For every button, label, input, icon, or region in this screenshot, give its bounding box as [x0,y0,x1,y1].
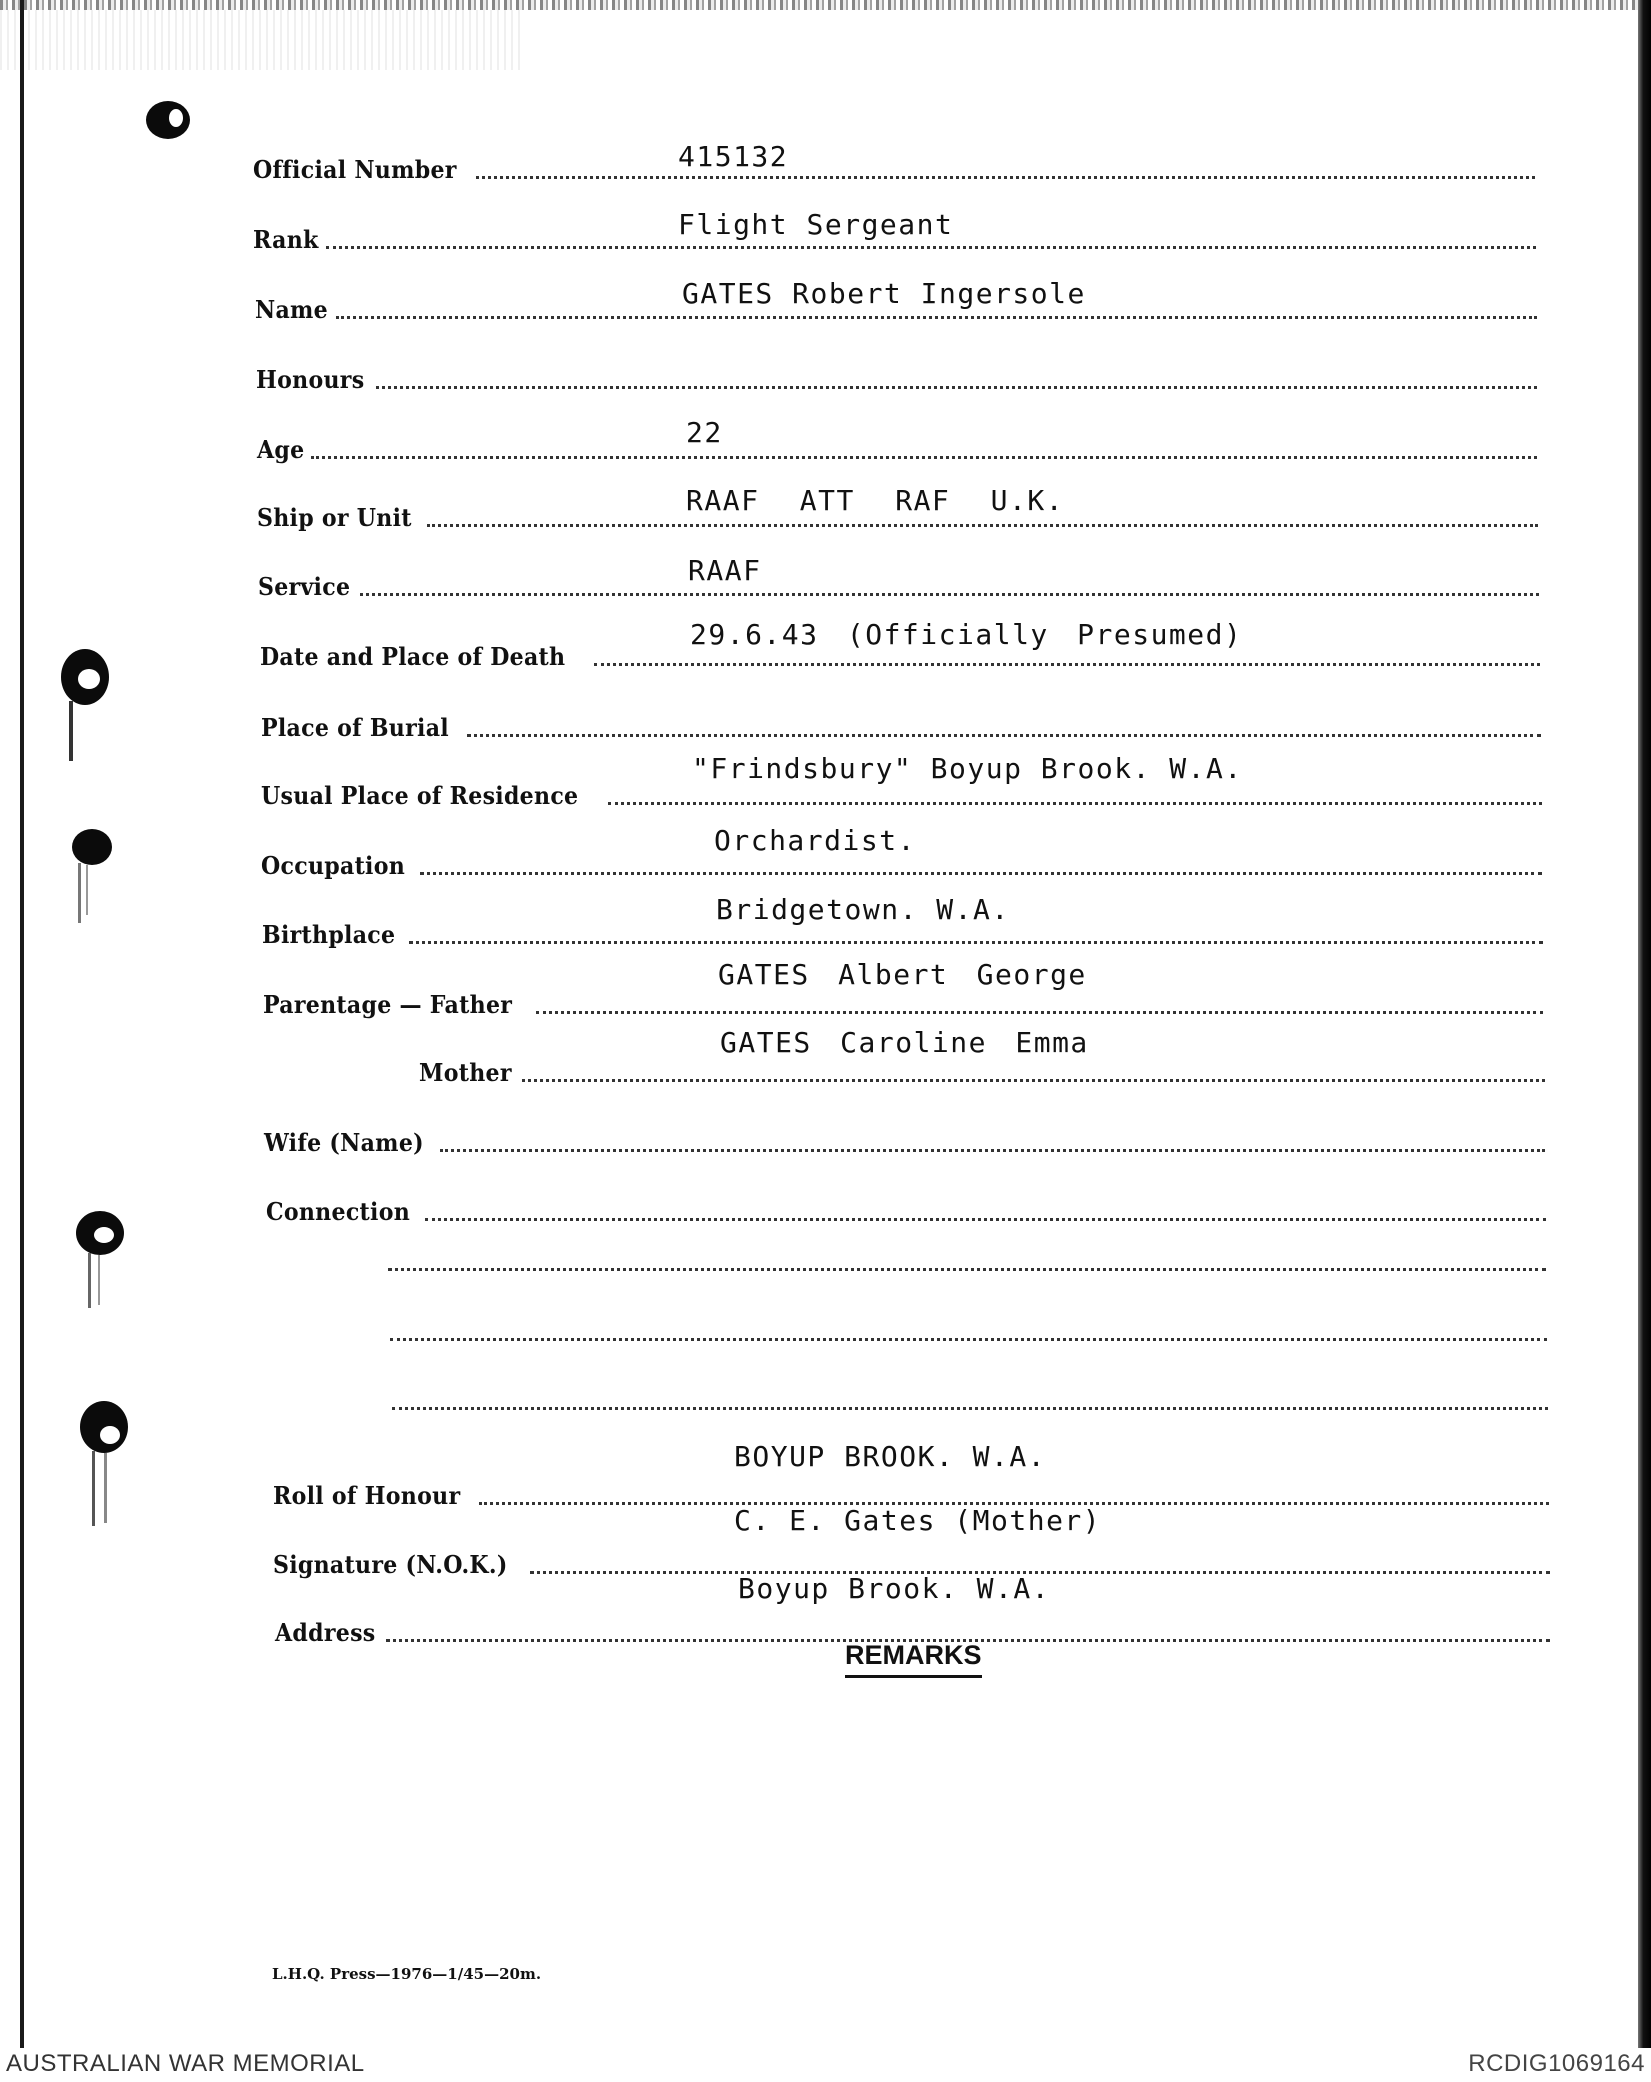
dotted-leader [476,176,1535,179]
field-label: Occupation [261,851,406,880]
field-label: Signature (N.O.K.) [273,1550,508,1579]
field-value-date-place-of-death: 29.6.43 (Officially Presumed) [690,618,1243,651]
field-label: Birthplace [262,920,396,949]
field-value-official-number: 415132 [678,140,789,173]
field-value-birthplace: Bridgetown. W.A. [716,893,1010,926]
field-row-connection [266,1197,1546,1226]
field-row-place-of-burial [261,713,1541,742]
printer-imprint: L.H.Q. Press—1976—1/45—20m. [272,1965,542,1983]
field-row-occupation [261,851,1542,880]
punch-hole-mark [140,96,200,146]
dotted-leader [311,456,1537,459]
footer-reference-id: RCDIG1069164 [1468,2050,1645,2077]
field-row-honours [256,365,1537,394]
field-row-parentage-father [263,990,1543,1019]
dotted-leader [425,1218,1546,1221]
dotted-leader [427,524,1538,527]
dotted-leader [360,593,1539,596]
field-label: Connection [266,1197,411,1226]
field-label: Place of Burial [261,713,449,742]
punch-hole-mark [70,1395,140,1535]
field-row-service [258,572,1539,601]
field-label: Name [255,295,329,324]
field-row-wife-name [264,1128,1545,1157]
field-row-usual-residence [261,781,1542,810]
field-value-occupation: Orchardist. [714,824,916,857]
field-value-roll-of-honour: BOYUP BROOK. W.A. [734,1440,1047,1473]
field-label: Ship or Unit [257,503,412,532]
field-label: Age [257,435,305,464]
field-label: Wife (Name) [264,1128,424,1157]
field-label: Parentage — Father [263,990,513,1019]
remarks-heading: REMARKS [845,1640,982,1678]
field-label: Address [275,1618,376,1647]
field-value-signature-nok: C. E. Gates (Mother) [734,1504,1102,1537]
field-value-rank: Flight Sergeant [678,208,954,241]
field-row-age [257,435,1537,464]
field-label: Honours [256,365,365,394]
dotted-leader [420,872,1542,875]
blank-dotted-line [388,1268,1546,1271]
field-label: Rank [253,225,319,254]
field-value-usual-residence: "Frindsbury" Boyup Brook. W.A. [692,752,1243,785]
scan-top-shade [0,10,520,70]
field-value-address: Boyup Brook. W.A. [738,1572,1051,1605]
field-value-mother: GATES Caroline Emma [720,1026,1089,1059]
field-label: Official Number [253,155,457,184]
dotted-leader [409,941,1543,944]
blank-dotted-line [392,1407,1548,1410]
field-label: Service [258,572,351,601]
field-value-age: 22 [686,416,723,449]
field-value-father: GATES Albert George [718,958,1087,991]
field-row-birthplace [262,920,1543,949]
field-label: Mother [419,1058,512,1087]
blank-dotted-line [390,1338,1547,1341]
dotted-leader [440,1149,1545,1152]
dotted-leader [467,734,1541,737]
field-value-name: GATES Robert Ingersole [682,277,1086,310]
punch-hole-mark [55,645,115,765]
field-value-ship-or-unit: RAAF ATT RAF U.K. [686,484,1065,517]
scan-right-edge [1638,0,1651,2050]
dotted-leader [326,246,1536,249]
dotted-leader [522,1079,1545,1082]
dotted-leader [536,1011,1543,1014]
field-label: Roll of Honour [273,1481,461,1510]
scan-left-edge [20,0,24,2050]
field-label: Usual Place of Residence [261,781,579,810]
dotted-leader [336,316,1537,319]
dotted-leader [608,802,1542,805]
footer-institution: AUSTRALIAN WAR MEMORIAL [6,2050,365,2077]
scan-top-edge [0,0,1651,10]
dotted-leader [376,386,1537,389]
dotted-leader [594,663,1540,666]
field-value-service: RAAF [688,554,762,587]
field-row-mother [419,1058,1545,1087]
punch-hole-mark [68,1205,138,1315]
punch-hole-mark [62,825,122,935]
field-label: Date and Place of Death [260,642,566,671]
